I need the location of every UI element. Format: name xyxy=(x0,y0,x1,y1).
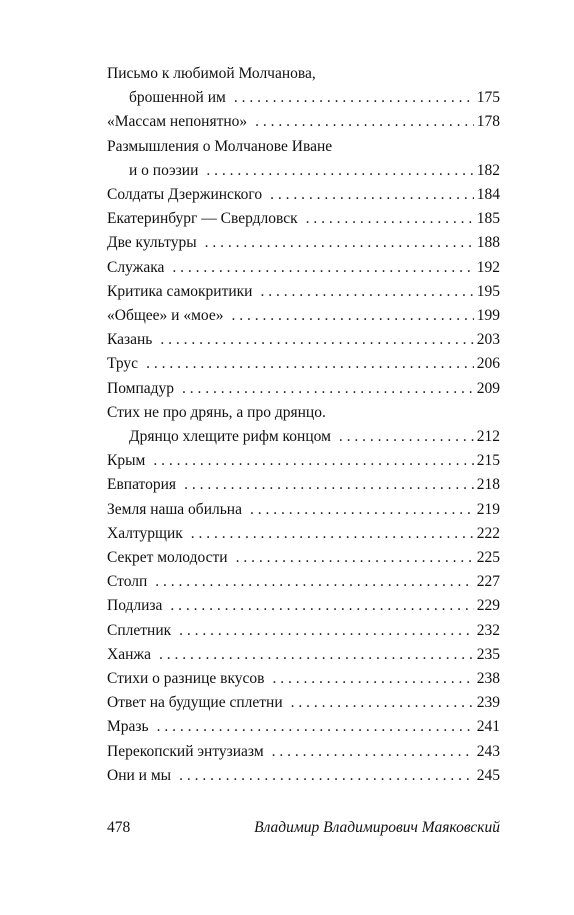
toc-entry xyxy=(107,231,500,255)
toc-entry-line xyxy=(107,594,500,618)
toc-entry-page: 229 xyxy=(476,597,500,615)
toc-entry-title: Столп xyxy=(107,573,148,591)
toc-entry-title: Письмо к любимой Молчанова, xyxy=(107,65,316,82)
toc-entry xyxy=(107,304,500,328)
toc-entry-page: 239 xyxy=(476,694,500,712)
toc-entry xyxy=(107,594,500,618)
dot-leader xyxy=(242,498,474,522)
toc-entry-page: 225 xyxy=(476,549,500,567)
toc-entry xyxy=(107,256,500,280)
toc-entry-page: 243 xyxy=(476,742,500,760)
toc-entry-title: Помпадур xyxy=(107,379,175,397)
toc-entry-title: Солдаты Дзержинского xyxy=(107,186,263,204)
toc-entry xyxy=(107,619,500,643)
toc-entry-page: 192 xyxy=(476,258,500,276)
toc-entry-page: 218 xyxy=(476,476,500,494)
toc-entry-title: Дрянцо хлещите рифм концом xyxy=(129,428,331,446)
page-footer xyxy=(107,819,500,837)
toc-entry xyxy=(107,715,500,739)
toc-entry-line xyxy=(107,62,500,86)
toc-entry xyxy=(107,570,500,594)
toc-entry-title: Размышления о Молчанове Иване xyxy=(107,137,333,155)
toc-entry-page: 245 xyxy=(476,766,500,784)
toc-entry-page: 232 xyxy=(476,621,500,639)
dot-leader xyxy=(262,183,474,207)
toc-entry xyxy=(107,473,500,497)
dot-leader xyxy=(247,110,474,134)
toc-entry-title: Халтурщик xyxy=(107,524,183,542)
toc-entry-line xyxy=(107,135,500,159)
running-author: Владимир Владимирович Маяковский xyxy=(254,819,500,836)
toc-entry-line xyxy=(107,740,500,764)
toc-entry-line xyxy=(107,619,500,643)
toc-entry-title: Две культуры xyxy=(107,234,197,252)
toc-entry-line xyxy=(107,377,500,401)
toc-entry-line xyxy=(107,667,500,691)
dot-leader xyxy=(138,352,474,376)
toc-entry xyxy=(107,280,500,304)
dot-leader xyxy=(145,449,474,473)
toc-entry-line xyxy=(107,352,500,376)
toc-entry-title: Крым xyxy=(107,452,146,470)
toc-entry-line xyxy=(107,449,500,473)
toc-entry-page: 178 xyxy=(476,113,500,131)
toc-entry-title: Екатеринбург — Свердловск xyxy=(107,210,298,228)
toc-entry-line xyxy=(107,304,500,328)
toc-entry-line xyxy=(107,764,500,788)
table-of-contents xyxy=(107,62,500,788)
dot-leader xyxy=(228,546,474,570)
toc-entry xyxy=(107,643,500,667)
dot-leader xyxy=(331,425,474,449)
toc-entry xyxy=(107,377,500,401)
dot-leader xyxy=(283,691,474,715)
toc-entry-page: 227 xyxy=(476,573,500,591)
dot-leader xyxy=(174,377,474,401)
dot-leader xyxy=(164,256,474,280)
toc-entry xyxy=(107,62,500,110)
toc-entry-line xyxy=(107,183,500,207)
toc-entry-title: Земля наша обильна xyxy=(107,500,242,518)
toc-entry-line xyxy=(107,401,500,425)
toc-entry xyxy=(107,740,500,764)
toc-entry-page: 206 xyxy=(476,355,500,373)
dot-leader xyxy=(162,594,474,618)
toc-entry-title: Подлиза xyxy=(107,597,163,615)
toc-entry-title: Сплетник xyxy=(107,621,172,639)
toc-entry-page: 175 xyxy=(476,89,500,107)
toc-entry-page: 182 xyxy=(476,161,500,179)
toc-entry xyxy=(107,764,500,788)
toc-entry-title: Трус xyxy=(107,355,139,373)
toc-entry-title: Перекопский энтузиазм xyxy=(107,742,264,760)
toc-entry-page: 199 xyxy=(476,307,500,325)
toc-entry xyxy=(107,110,500,134)
toc-entry-page: 188 xyxy=(476,234,500,252)
toc-entry-title: Критика самокритики xyxy=(107,282,253,300)
toc-entry-line xyxy=(107,425,500,449)
dot-leader xyxy=(171,764,474,788)
toc-entry-title: брошенной им xyxy=(129,89,226,107)
toc-entry-line xyxy=(107,546,500,570)
toc-entry-line xyxy=(107,691,500,715)
dot-leader xyxy=(223,304,474,328)
dot-leader xyxy=(298,207,474,231)
toc-entry xyxy=(107,498,500,522)
toc-entry-line xyxy=(107,498,500,522)
toc-entry-page: 241 xyxy=(476,718,500,736)
toc-entry-title: «Общее» и «мое» xyxy=(107,307,224,325)
toc-entry-title: и о поэзии xyxy=(129,161,199,179)
toc-entry xyxy=(107,667,500,691)
toc-entry-title: Ответ на будущие сплетни xyxy=(107,694,283,712)
dot-leader xyxy=(264,667,474,691)
dot-leader xyxy=(226,86,474,110)
toc-entry xyxy=(107,207,500,231)
page-number: 478 xyxy=(107,819,131,836)
toc-entry xyxy=(107,691,500,715)
dot-leader xyxy=(152,328,474,352)
toc-entry-title: Секрет молодости xyxy=(107,549,228,567)
toc-entry-line xyxy=(107,570,500,594)
toc-entry-title: Они и мы xyxy=(107,766,172,784)
toc-entry-page: 212 xyxy=(476,428,500,446)
toc-entry xyxy=(107,328,500,352)
toc-entry-line xyxy=(107,715,500,739)
toc-entry xyxy=(107,449,500,473)
toc-entry-page: 209 xyxy=(476,379,500,397)
toc-entry-title: Казань xyxy=(107,331,153,349)
toc-entry-line xyxy=(107,643,500,667)
toc-entry-page: 222 xyxy=(476,524,500,542)
toc-entry-title: Стих не про дрянь, а про дрянцо. xyxy=(107,403,326,421)
toc-entry-page: 203 xyxy=(476,331,500,349)
dot-leader xyxy=(197,231,474,255)
dot-leader xyxy=(198,159,474,183)
dot-leader xyxy=(171,619,474,643)
toc-entry-line xyxy=(107,231,500,255)
toc-entry-title: Ханжа xyxy=(107,645,151,663)
toc-entry-page: 215 xyxy=(476,452,500,470)
dot-leader xyxy=(264,740,474,764)
toc-entry-page: 184 xyxy=(476,186,500,204)
toc-entry-line xyxy=(107,110,500,134)
toc-entry-line xyxy=(107,207,500,231)
toc-entry-title: Стихи о разнице вкусов xyxy=(107,670,265,688)
toc-entry-line xyxy=(107,328,500,352)
dot-leader xyxy=(151,643,474,667)
toc-entry-page: 238 xyxy=(476,670,500,688)
toc-entry-title: Мразь xyxy=(107,718,149,736)
dot-leader xyxy=(252,280,474,304)
dot-leader xyxy=(149,715,474,739)
toc-entry xyxy=(107,183,500,207)
toc-entry-line xyxy=(107,256,500,280)
dot-leader xyxy=(176,473,474,497)
toc-entry-page: 219 xyxy=(476,500,500,518)
toc-entry-title: Служака xyxy=(107,258,165,276)
toc-entry-line xyxy=(107,159,500,183)
toc-entry xyxy=(107,522,500,546)
toc-entry-page: 195 xyxy=(476,282,500,300)
toc-entry xyxy=(107,546,500,570)
toc-entry-page: 235 xyxy=(476,645,500,663)
dot-leader xyxy=(147,570,474,594)
toc-entry-page: 185 xyxy=(476,210,500,228)
toc-entry xyxy=(107,135,500,183)
toc-entry-title: «Массам непонятно» xyxy=(107,113,248,131)
toc-entry xyxy=(107,352,500,376)
toc-entry-line xyxy=(107,86,500,110)
toc-entry xyxy=(107,401,500,449)
dot-leader xyxy=(183,522,474,546)
toc-entry-line xyxy=(107,473,500,497)
toc-entry-title: Евпатория xyxy=(107,476,177,494)
toc-entry-line xyxy=(107,522,500,546)
toc-entry-line xyxy=(107,280,500,304)
